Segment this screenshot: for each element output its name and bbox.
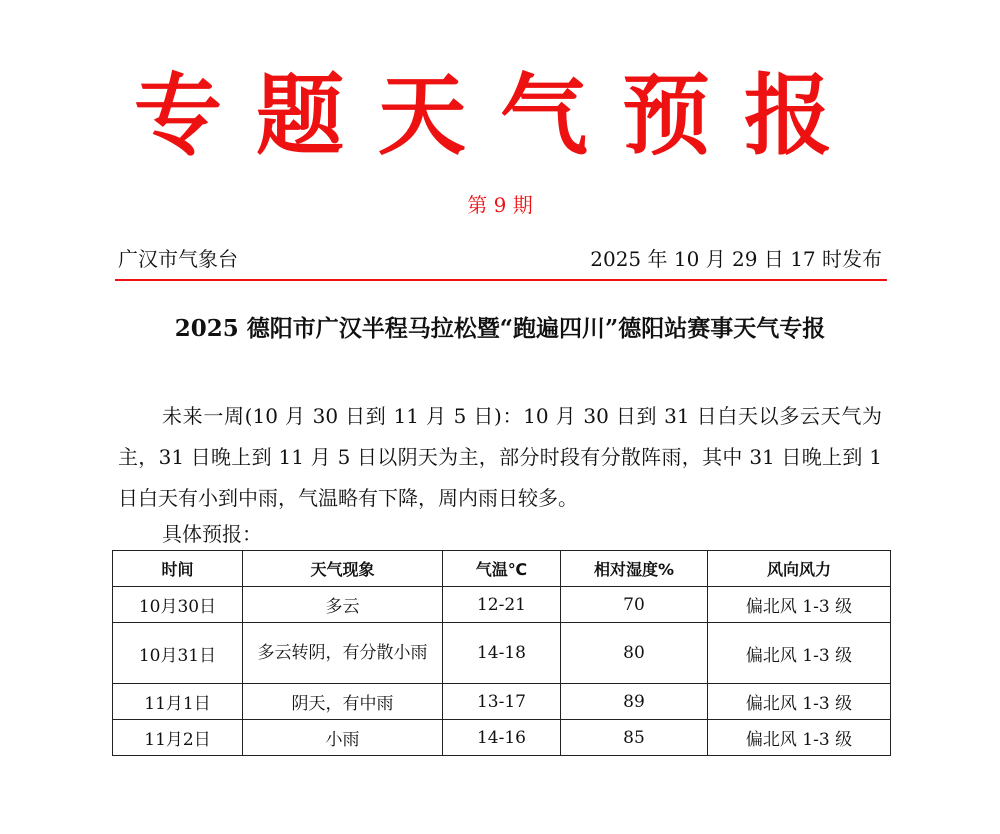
cell-weather: 阴天，有中雨 xyxy=(243,684,443,720)
cell-date: 10月30日 xyxy=(113,587,243,623)
cell-date: 11月1日 xyxy=(113,684,243,720)
forecast-heading: 具体预报： xyxy=(162,522,262,546)
table-row xyxy=(113,623,891,684)
cell-temperature: 13-17 xyxy=(443,684,561,720)
issue-number: 第 9 期 xyxy=(467,193,533,217)
forecast-summary: 未来一周(10 月 30 日到 11 月 5 日)：10 月 30 日到 31 日白天以多云天气为主，31 日晚上到 11 月 5 日以阴天为主，部分时段有分散阵雨，其中 31 日晚上到 1 日白天有小到中雨，气温略有下降，周内雨日较多。 xyxy=(118,404,882,510)
column-header-temperature: 气温℃ xyxy=(443,551,561,587)
table-row xyxy=(113,684,891,720)
cell-weather: 多云转阴，有分散小雨 xyxy=(243,623,443,684)
cell-humidity: 80 xyxy=(561,623,708,684)
column-header-humidity: 相对湿度% xyxy=(561,551,708,587)
table-row xyxy=(113,587,891,623)
cell-wind: 偏北风 1-3 级 xyxy=(708,623,891,684)
document-title: 2025 德阳市广汉半程马拉松暨“跑遍四川”德阳站赛事天气专报 xyxy=(174,315,826,342)
cell-humidity: 85 xyxy=(561,720,708,756)
cell-wind: 偏北风 1-3 级 xyxy=(708,684,891,720)
forecast-table xyxy=(112,550,891,756)
cell-temperature: 14-18 xyxy=(443,623,561,684)
cell-humidity: 70 xyxy=(561,587,708,623)
column-header-wind: 风向风力 xyxy=(708,551,891,587)
cell-wind: 偏北风 1-3 级 xyxy=(708,720,891,756)
cell-date: 11月2日 xyxy=(113,720,243,756)
table-header-row xyxy=(113,551,891,587)
issuer-name: 广汉市气象台 xyxy=(118,247,238,271)
header-divider xyxy=(115,279,887,281)
table-row xyxy=(113,720,891,756)
cell-temperature: 14-16 xyxy=(443,720,561,756)
cell-weather: 小雨 xyxy=(243,720,443,756)
cell-date: 10月31日 xyxy=(113,623,243,684)
cell-humidity: 89 xyxy=(561,684,708,720)
cell-wind: 偏北风 1-3 级 xyxy=(708,587,891,623)
cell-weather: 多云 xyxy=(243,587,443,623)
masthead-title: 专题天气预报 xyxy=(133,64,866,167)
column-header-weather: 天气现象 xyxy=(243,551,443,587)
publish-time: 2025 年 10 月 29 日 17 时发布 xyxy=(590,247,882,271)
cell-temperature: 12-21 xyxy=(443,587,561,623)
column-header-time: 时间 xyxy=(113,551,243,587)
